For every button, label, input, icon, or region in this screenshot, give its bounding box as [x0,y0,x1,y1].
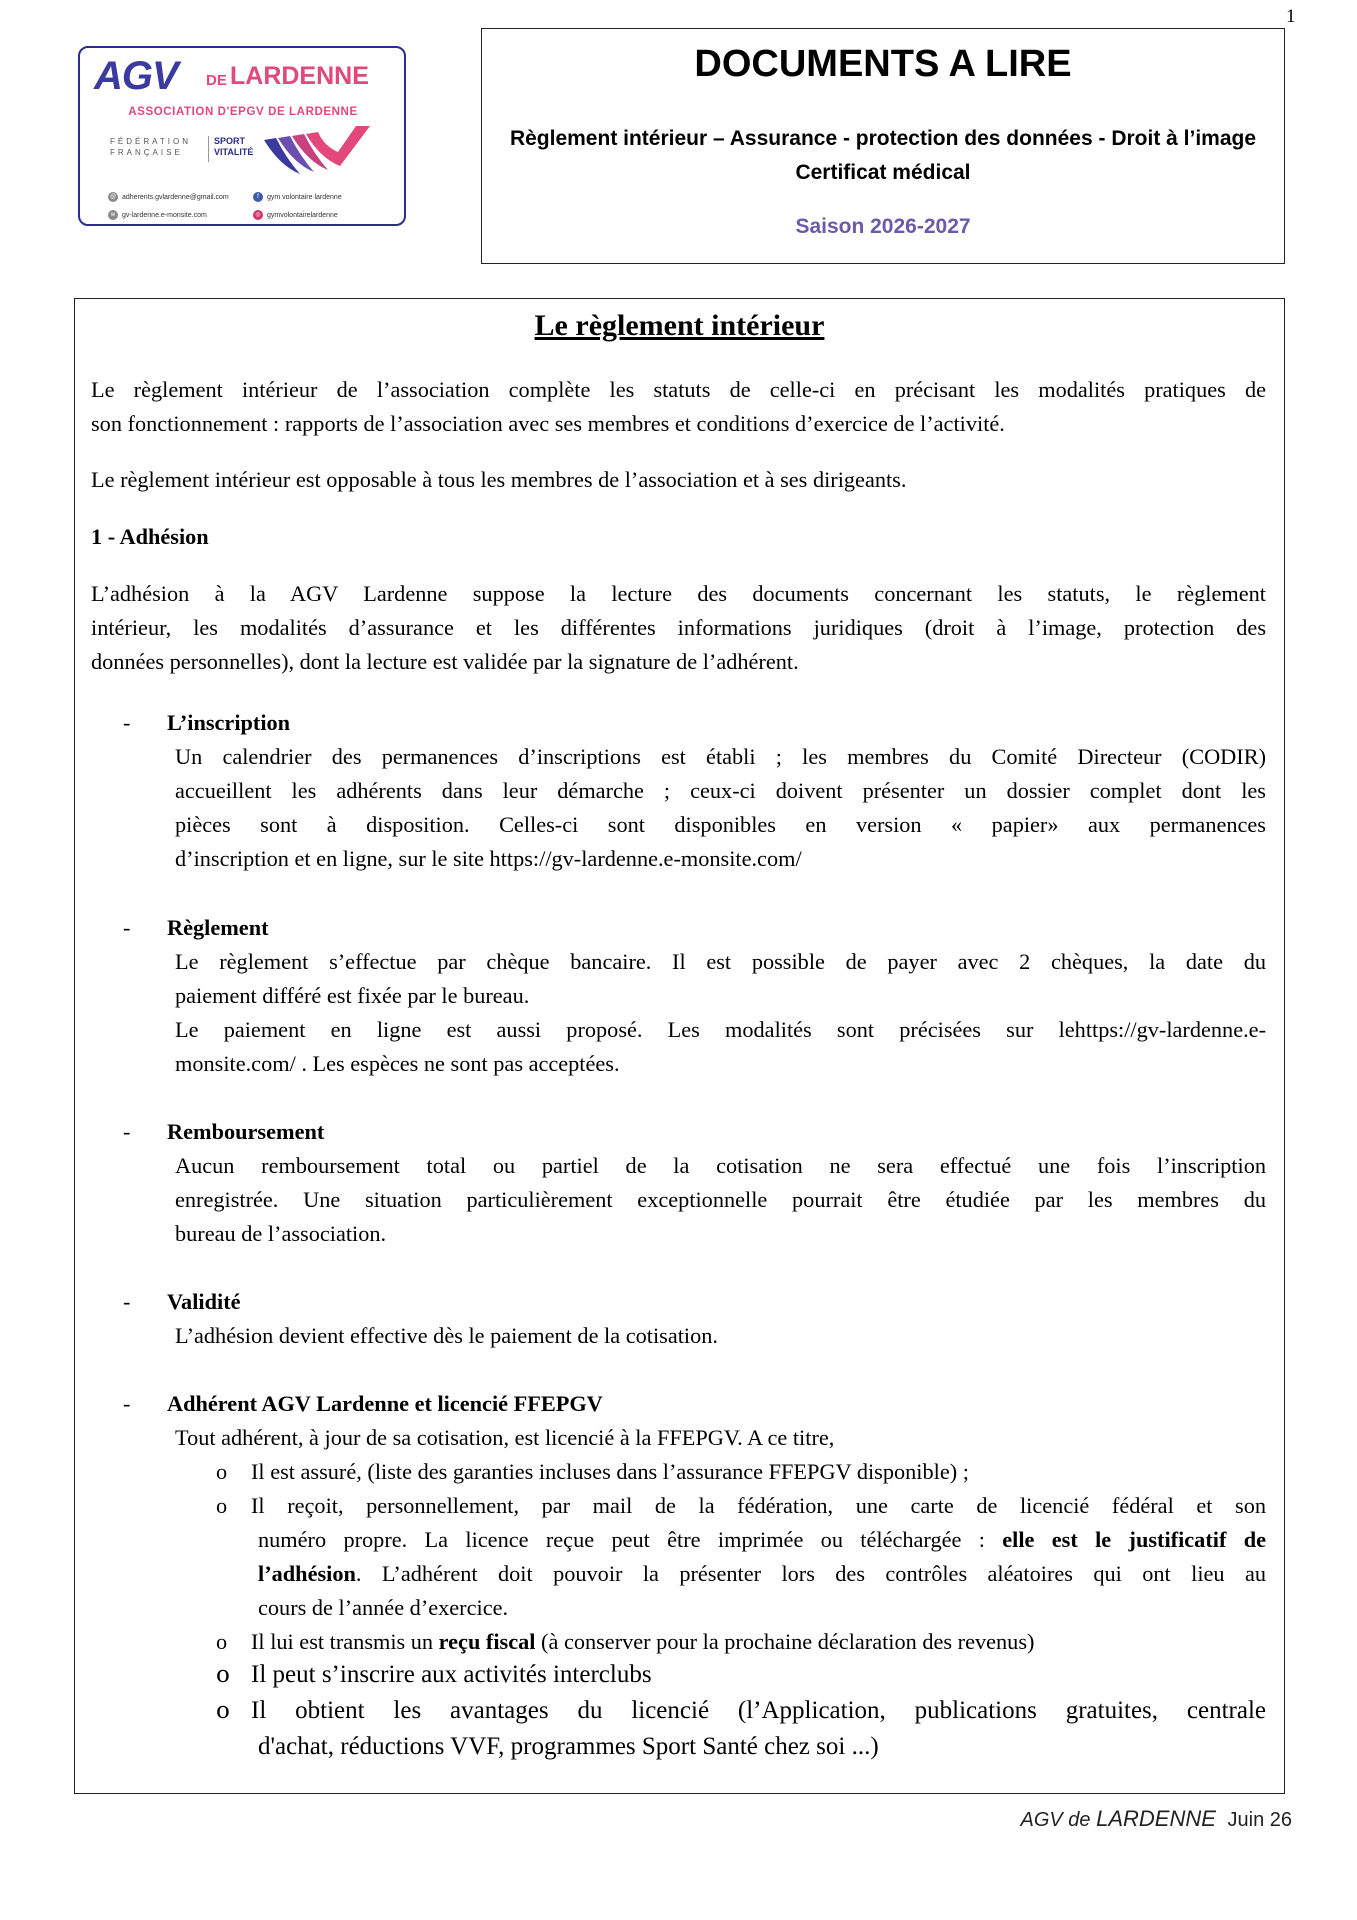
list-dash: - [123,1391,131,1416]
validite-line1: L’adhésion devient effective dès le paiement de la cotisation. [175,1323,718,1348]
reglement-payment-heading: Règlement [167,915,269,940]
reglement-payment-line4: monsite.com/ . Les espèces ne sont pas acceptées. [175,1051,620,1076]
logo-contact-website: w gv-lardenne.e-monsite.com [108,210,253,220]
section-title: Le règlement intérieur [534,309,825,342]
footer-date: Juin 26 [1227,1809,1292,1831]
list-dash: - [123,710,131,735]
document-subtitle-line2: Certificat médical [795,161,971,184]
footer-agv-de: AGV de [1020,1809,1091,1831]
season-label: Saison 2026-2027 [795,215,971,238]
footer-lardenne: LARDENNE [1096,1806,1216,1831]
adhesion-heading: 1 - Adhésion [91,524,209,549]
licencie-item-assure: Il est assuré, (liste des garanties incluses dans l’assurance FFEPGV disponible) ; [251,1459,969,1484]
list-bullet: o [216,1629,228,1654]
remboursement-heading: Remboursement [167,1119,325,1144]
page-footer [1020,1806,1292,1832]
logo-contact-facebook: f gym volontaire lardenne [253,192,398,202]
email-icon: @ [109,194,117,200]
licencie-item-carte-line3: l’adhésion. L’adhérent doit pouvoir la présenter lors des contrôles aléatoires qui ont lieu au [258,1561,1266,1586]
inscription-line4: d’inscription et en ligne, sur le site https://gv-lardenne.e-monsite.com/ [175,846,802,871]
licencie-heading: Adhérent AGV Lardenne et licencié FFEPGV [167,1391,603,1416]
reglement-payment-line1: Le règlement s’effectue par chèque bancaire. Il est possible de payer avec 2 chèques, la date du [175,949,1266,974]
list-dash: - [123,1289,131,1314]
inscription-line3: pièces sont à disposition. Celles-ci sont disponibles en version « papier» aux permanences [175,812,1266,837]
adhesion-paragraph-line2: intérieur, les modalités d’assurance et les différentes informations juridiques (droit à l’image, protection des [91,615,1266,640]
logo-contacts [108,188,398,224]
globe-icon: w [108,210,118,220]
document-header-box [481,28,1285,264]
logo-agv-text: AGV [94,54,178,98]
adhesion-paragraph-line3: données personnelles), dont la lecture est validée par la signature de l’adhérent. [91,649,799,674]
licencie-item-recu-fiscal: Il lui est transmis un reçu fiscal (à conserver pour la prochaine déclaration des revenus) [251,1629,1035,1654]
validite-heading: Validité [167,1289,241,1314]
document-subtitle-line1: Règlement intérieur – Assurance - protection des données - Droit à l’image [509,127,1257,150]
list-dash: - [123,915,131,940]
logo-sport-vitalite: SPORT VITALITÉ [214,136,254,157]
adhesion-paragraph-line1: L’adhésion à la AGV Lardenne suppose la lecture des documents concernant les statuts, le règlement [91,581,1266,606]
logo-association-name: ASSOCIATION D'EPGV DE LARDENNE [128,106,358,118]
list-bullet: o [216,1493,228,1518]
logo-swoosh-icon [260,122,390,182]
logo-contact-email: @ adherents.gvlardenne@gmail.com [109,193,229,201]
licencie-item-carte-line4: cours de l’année d’exercice. [258,1595,509,1620]
logo-de-text: DE [206,72,227,89]
remboursement-line1: Aucun remboursement total ou partiel de la cotisation ne sera effectué une fois l’inscription [175,1153,1266,1178]
opposable-paragraph: Le règlement intérieur est opposable à tous les membres de l’association et à ses dirigeants. [91,467,907,492]
intro-paragraph-line1: Le règlement intérieur de l’association complète les statuts de celle-ci en précisant les modalités pratiques de [91,377,1266,402]
licencie-item-avantages-line1: Il obtient les avantages du licencié (l’Application, publications gratuites, centrale [251,1697,1266,1724]
agv-lardenne-logo [78,46,406,226]
inscription-line1: Un calendrier des permanences d’inscriptions est établi ; les membres du Comité Directeur (CODIR) [175,744,1266,769]
intro-paragraph-line2: son fonctionnement : rapports de l’association avec ses membres et conditions d’exercice de l’activité. [91,411,1005,436]
licencie-item-carte-line1: Il reçoit, personnellement, par mail de la fédération, une carte de licencié fédéral et son [251,1493,1266,1518]
inscription-heading: L’inscription [167,710,291,735]
licencie-item-carte-line2: numéro propre. La licence reçue peut être imprimée ou téléchargée : elle est le justificatif de [258,1527,1266,1552]
remboursement-line3: bureau de l’association. [175,1221,387,1246]
logo-separator [208,136,209,162]
logo-lardenne-text: LARDENNE [230,62,369,90]
licencie-item-interclubs: Il peut s’inscrire aux activités interclubs [251,1661,652,1688]
instagram-icon: ◎ [253,210,263,220]
inscription-line2: accueillent les adhérents dans leur démarche ; ceux-ci doivent présenter un dossier complet dont les [175,778,1266,803]
licencie-intro: Tout adhérent, à jour de sa cotisation, est licencié à la FFEPGV. A ce titre, [175,1425,835,1450]
remboursement-line2: enregistrée. Une situation particulièrement exceptionnelle pourrait être étudiée par les membres du [175,1187,1266,1212]
list-bullet: o [216,1698,230,1724]
licencie-item-avantages-line2: d'achat, réductions VVF, programmes Sport Santé chez soi ...) [258,1733,879,1760]
logo-contact-instagram: ◎ gymvolontairelardenne [253,210,398,220]
list-bullet: o [216,1662,230,1688]
reglement-payment-line2: paiement différé est fixée par le bureau. [175,983,530,1008]
reglement-payment-line3: Le paiement en ligne est aussi proposé. Les modalités sont précisées sur lehttps://gv-lardenne.e- [175,1017,1266,1042]
list-dash: - [123,1119,131,1144]
document-title: DOCUMENTS A LIRE [694,43,1072,85]
facebook-icon: f [253,192,263,202]
list-bullet: o [216,1459,228,1484]
page-number: 1 [1286,6,1296,27]
logo-federation-text: FÉDÉRATION FRANÇAISE [110,137,191,157]
reglement-section [74,298,1285,1794]
